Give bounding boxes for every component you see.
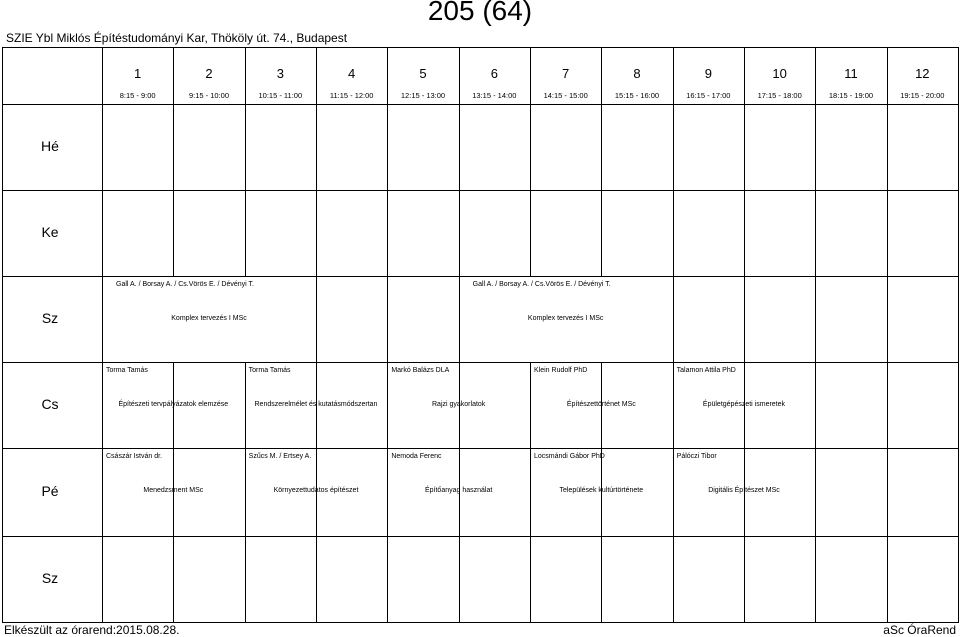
lesson-teacher: Talamon Attila PhD	[676, 367, 736, 374]
grid-col-line	[387, 104, 388, 191]
grid-col-line	[744, 104, 745, 191]
lesson-course: Építészeti tervpályázatok elemzése	[118, 401, 229, 408]
grid-col-line	[601, 536, 602, 623]
grid-col-line	[245, 190, 246, 277]
grid-col-line	[459, 104, 460, 191]
period-time: 18:15 - 19:00	[828, 91, 874, 100]
grid-col-line	[744, 276, 745, 363]
grid-col-line	[387, 276, 388, 363]
footer-generated: Elkészült az órarend:2015.08.28.	[4, 623, 180, 637]
grid-col-line	[173, 104, 174, 191]
grid-col-line	[387, 190, 388, 277]
grid-col-line	[887, 276, 888, 363]
grid-col-line	[173, 190, 174, 277]
lesson-course: Rajzi gyakorlatok	[432, 401, 486, 408]
period-number: 6	[490, 66, 498, 81]
period-time: 16:15 - 17:00	[686, 91, 731, 100]
grid-col-line	[530, 190, 531, 277]
grid-col-line	[173, 536, 174, 623]
lesson-course: Épületgépészeti ismeretek	[702, 401, 786, 408]
day-label: Ke	[41, 224, 59, 240]
grid-col-line	[530, 104, 531, 191]
period-number: 8	[633, 66, 641, 81]
lesson-course: Építőanyag használat	[424, 487, 493, 494]
lesson-teacher: Gall A. / Borsay A. / Cs.Vörös E. / Dévényi T.	[472, 281, 611, 288]
room-title: 205 (64)	[427, 0, 533, 26]
grid-col-line	[744, 536, 745, 623]
period-number: 9	[704, 66, 712, 81]
grid-col-line	[887, 448, 888, 537]
grid-col-line	[459, 536, 460, 623]
grid-col-line	[245, 536, 246, 623]
lesson-teacher: Locsmándi Gábor PhD	[534, 453, 605, 460]
footer-brand: aSc ÓraRend	[883, 623, 956, 637]
lesson-course: Rendszerelmélet és kutatásmódszertan	[254, 401, 378, 408]
grid-col-line	[887, 104, 888, 191]
lesson-course: Komplex tervezés I MSc	[171, 315, 247, 322]
period-time: 11:15 - 12:00	[329, 91, 374, 100]
period-time: 9:15 - 10:00	[188, 91, 229, 100]
day-label: Sz	[41, 310, 59, 326]
grid-col-line	[815, 276, 816, 363]
period-time: 10:15 - 11:00	[258, 91, 303, 100]
period-time: 19:15 - 20:00	[900, 91, 945, 100]
grid-col-line	[102, 47, 103, 623]
grid-col-line	[459, 190, 460, 277]
grid-col-line	[958, 47, 959, 623]
period-number: 12	[915, 66, 930, 81]
period-number: 3	[276, 66, 284, 81]
lesson-course: Komplex tervezés I MSc	[527, 315, 604, 322]
period-number: 2	[205, 66, 213, 81]
grid-col-line	[673, 536, 674, 623]
period-number: 10	[772, 66, 787, 81]
grid-col-line	[673, 190, 674, 277]
lesson-course: Menedzsment MSc	[143, 487, 204, 494]
grid-col-line	[887, 362, 888, 449]
grid-col-line	[387, 536, 388, 623]
period-number: 5	[419, 66, 427, 81]
grid-col-line	[815, 104, 816, 191]
grid-col-line	[744, 190, 745, 277]
grid-col-line	[601, 190, 602, 277]
grid-col-line	[316, 276, 317, 363]
period-time: 17:15 - 18:00	[757, 91, 802, 100]
grid-col-line	[316, 190, 317, 277]
period-time: 8:15 - 9:00	[119, 91, 156, 100]
day-label: Cs	[41, 396, 59, 412]
institution-label: SZIE Ybl Miklós Építéstudományi Kar, Thököly út. 74., Budapest	[6, 31, 348, 45]
lesson-teacher: Markó Balázs DLA	[391, 367, 450, 374]
grid-col-line	[673, 276, 674, 363]
lesson-course: Építészettörténet MSc	[566, 401, 636, 408]
lesson-teacher: Torma Tamás	[106, 367, 148, 374]
grid-col-line	[316, 536, 317, 623]
period-number: 11	[844, 66, 858, 81]
period-time: 14:15 - 15:00	[543, 91, 588, 100]
lesson-teacher: Császár István dr.	[106, 453, 163, 460]
period-number: 7	[562, 66, 570, 81]
day-label: Hé	[41, 138, 59, 154]
grid-col-line	[601, 104, 602, 191]
lesson-teacher: Pálóczi Tibor	[676, 453, 717, 460]
grid-col-line	[245, 104, 246, 191]
period-number: 1	[134, 66, 142, 81]
day-label: Sz	[41, 570, 59, 586]
lesson-teacher: Szűcs M. / Ertsey A.	[248, 453, 312, 460]
lesson-teacher: Nemoda Ferenc	[391, 453, 442, 460]
lesson-teacher: Torma Tamás	[248, 367, 291, 374]
grid-col-line	[815, 536, 816, 623]
grid-col-line	[887, 190, 888, 277]
grid-col-line	[887, 536, 888, 623]
lesson-teacher: Klein Rudolf PhD	[534, 367, 588, 374]
period-time: 15:15 - 16:00	[614, 91, 660, 100]
lesson-course: Környezettudatos építészet	[273, 487, 359, 494]
grid-col-line	[316, 104, 317, 191]
grid-col-line	[2, 47, 3, 623]
grid-col-line	[673, 104, 674, 191]
lesson-course: Települések kultúrtörténete	[559, 487, 644, 494]
grid-col-line	[815, 190, 816, 277]
grid-col-line	[530, 536, 531, 623]
period-number: 4	[348, 66, 356, 81]
period-time: 13:15 - 14:00	[472, 91, 517, 100]
day-label: Pé	[41, 483, 59, 499]
period-time: 12:15 - 13:00	[400, 91, 446, 100]
lesson-course: Digitális Építészet MSc	[708, 487, 780, 494]
lesson-teacher: Gall A. / Borsay A. / Cs.Vörös E. / Dévényi T.	[116, 281, 254, 288]
